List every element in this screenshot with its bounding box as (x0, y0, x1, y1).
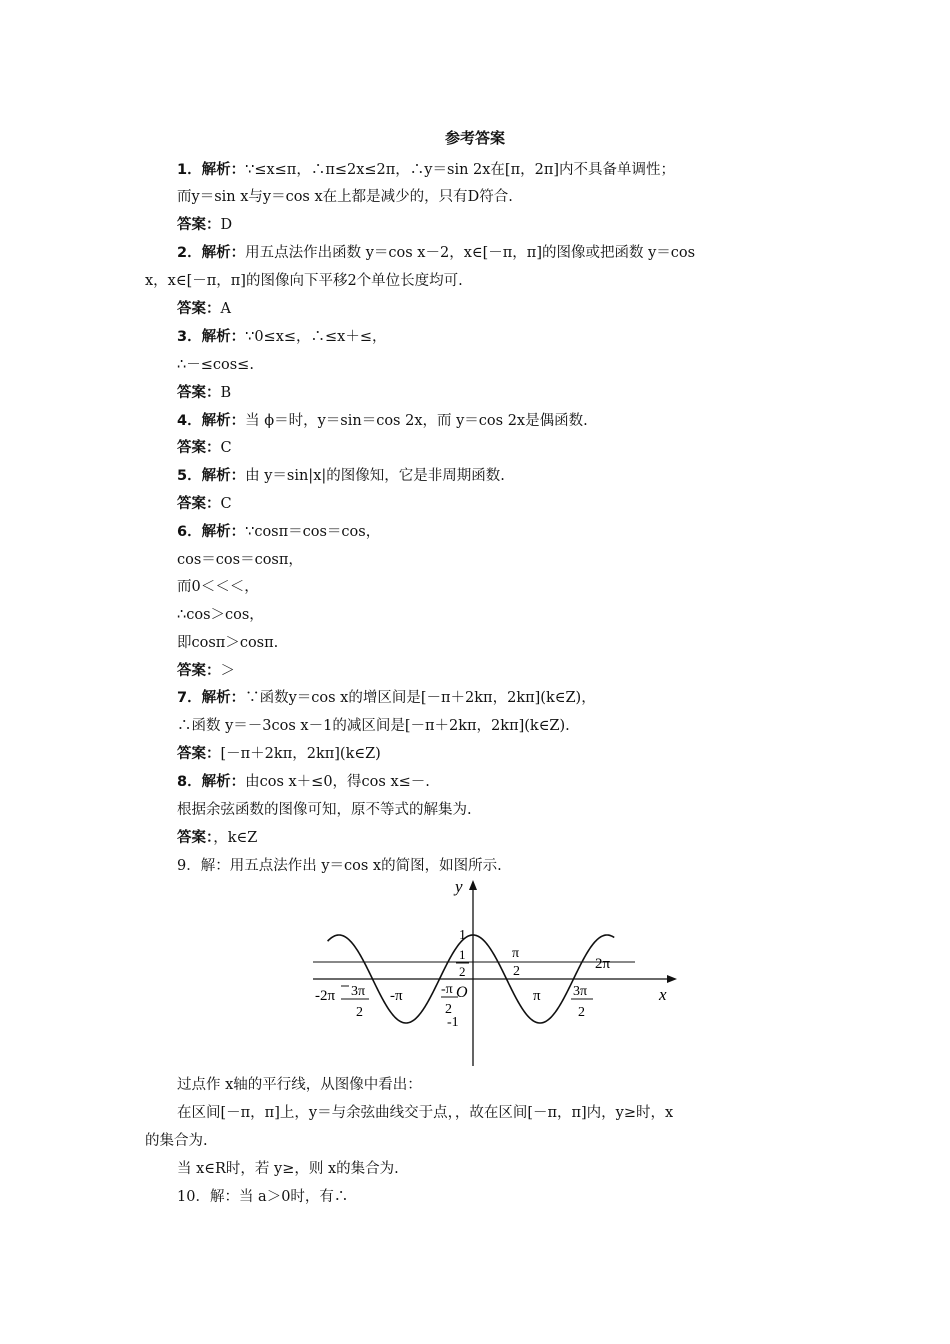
answer-line (177, 383, 231, 403)
neg-pi-half-numerator: -π (441, 982, 453, 997)
answer-line-label: 5．解析： (177, 468, 246, 484)
answer-line (177, 800, 472, 820)
y-axis-arrow (469, 880, 477, 890)
answer-line (177, 215, 232, 235)
answer-line-text: 当 ϕ＝时，y＝sin＝cos 2x，而 y＝cos 2x是偶函数. (245, 413, 588, 429)
answer-line-text: ∵≤x≤π，∴π≤2x≤2π，∴y＝sin 2x在[π，2π]内不具备单调性； (245, 162, 676, 178)
answer-line (177, 160, 675, 180)
answer-line-text: ＞ (220, 663, 235, 679)
answer-line (177, 716, 570, 736)
answer-line-label: 1．解析： (177, 162, 246, 178)
answer-line-text: ∵cosπ＝cos＝cos， (245, 524, 381, 540)
answer-line (177, 772, 430, 792)
answer-line-text: ∵0≤x≤，∴≤x＋≤， (245, 329, 387, 345)
answer-line: 当 x∈R时，若 y≥，则 x的集合为. (177, 1161, 399, 1177)
half-numerator: 1 (459, 947, 466, 962)
cosine-graph (305, 876, 685, 1068)
answer-line-label: 答案： (177, 663, 221, 679)
answer-line-text: 即cosπ＞cosπ. (177, 635, 279, 651)
answer-line (177, 661, 235, 681)
answer-line: 在区间[－π，π]上，y＝与余弦曲线交于点，，故在区间[－π，π]内，y≥时，x (177, 1105, 674, 1121)
answer-line (177, 411, 588, 431)
answer-line-label: 答案： (177, 830, 214, 846)
answer-line-label: 8．解析： (177, 774, 246, 790)
answer-line (177, 828, 257, 848)
x-axis-arrow (667, 975, 677, 983)
answer-line-text: B (220, 385, 232, 401)
answer-line: 10．解：当 a＞0时，有∴ (177, 1189, 349, 1205)
answer-line-text: A (220, 301, 231, 317)
answer-line (177, 688, 596, 708)
tick-minus-one-label: -1 (447, 1015, 459, 1030)
answer-line-label: 答案： (177, 746, 221, 762)
answer-line-label: 答案： (177, 496, 221, 512)
three-pi-half-denominator: 2 (578, 1005, 585, 1020)
neg-three-pi-half-numerator: 3π (351, 984, 366, 999)
answer-line-text: ∴－≤cos≤. (177, 357, 254, 373)
neg-pi-label: -π (390, 988, 403, 1004)
y-axis-label: y (455, 877, 463, 896)
pi-half-numerator: π (512, 946, 520, 961)
answer-line (177, 243, 695, 263)
answer-line: 过点作 x轴的平行线，从图像中看出： (177, 1077, 422, 1093)
origin-label: O (456, 984, 468, 1001)
pi-label: π (533, 988, 541, 1004)
answer-line-label: 7．解析： (177, 690, 246, 706)
two-pi-label: 2π (595, 956, 611, 972)
answer-line (177, 355, 254, 375)
neg-three-pi-half-denominator: 2 (356, 1005, 363, 1020)
answer-line (177, 466, 505, 486)
answer-line-label: 3．解析： (177, 329, 246, 345)
answer-line-label: 答案： (177, 301, 221, 317)
answer-line-text: 而y＝sin x与y＝cos x在上都是减少的，只有D符合. (177, 189, 513, 205)
answer-line-text: [－π＋2kπ，2kπ](k∈Z) (220, 746, 381, 762)
page-title: 参考答案 (444, 129, 505, 147)
answer-line-text: ，k∈Z (213, 830, 258, 846)
answer-line (177, 494, 232, 514)
answer-line-label: 6．解析： (177, 524, 246, 540)
answer-line (145, 271, 463, 291)
neg-two-pi-label: -2π (315, 988, 336, 1004)
answer-line-text: C (220, 496, 232, 512)
answer-line (177, 187, 513, 207)
answer-line-label: 2．解析： (177, 245, 246, 261)
answer-line (177, 577, 259, 597)
answer-line-text: cos＝cos＝cosπ， (177, 552, 303, 568)
answer-line-text: ∴函数 y＝－3cos x－1的减区间是[－π＋2kπ，2kπ](k∈Z). (177, 718, 570, 734)
answer-line-text: 由 y＝sin|x|的图像知，它是非周期函数. (245, 468, 505, 484)
answer-line (177, 856, 502, 876)
answer-line-text: 用五点法作出函数 y＝cos x－2，x∈[－π，π]的图像或把函数 y＝cos (245, 245, 696, 261)
answer-line (177, 327, 387, 347)
three-pi-half-numerator: 3π (573, 984, 588, 999)
pi-half-denominator: 2 (513, 964, 520, 979)
answer-line (177, 605, 264, 625)
answer-line (177, 744, 381, 764)
answer-line-text: 而0＜＜＜， (177, 579, 259, 595)
answer-line-text: D (220, 217, 233, 233)
answer-line-label: 答案： (177, 385, 221, 401)
answer-line-label: 4．解析： (177, 413, 246, 429)
answer-line-text: ∴cos＞cos， (177, 607, 264, 623)
answer-line-label: 答案： (177, 440, 221, 456)
answer-line: 的集合为. (145, 1133, 208, 1149)
answer-line-text: 由cos x＋≤0，得cos x≤－. (245, 774, 430, 790)
answer-line-text: 根据余弦函数的图像可知，原不等式的解集为. (177, 802, 472, 818)
answer-line (177, 522, 380, 542)
tick-one-label: 1 (459, 928, 466, 943)
answer-line (177, 550, 303, 570)
answer-line-text: C (220, 440, 232, 456)
neg-pi-half-denominator: 2 (445, 1002, 452, 1017)
answer-line-text: x，x∈[－π，π]的图像向下平移2个单位长度均可. (145, 273, 463, 289)
answer-line-text: 9．解：用五点法作出 y＝cos x的简图，如图所示. (177, 858, 502, 874)
x-axis-label: x (659, 985, 667, 1004)
answer-line (177, 438, 232, 458)
answer-line-text: ∵函数y＝cos x的增区间是[－π＋2kπ，2kπ](k∈Z)， (245, 690, 596, 706)
answer-line-label: 答案： (177, 217, 221, 233)
half-denominator: 2 (459, 964, 466, 979)
answer-line (177, 633, 278, 653)
answer-line (177, 299, 231, 319)
